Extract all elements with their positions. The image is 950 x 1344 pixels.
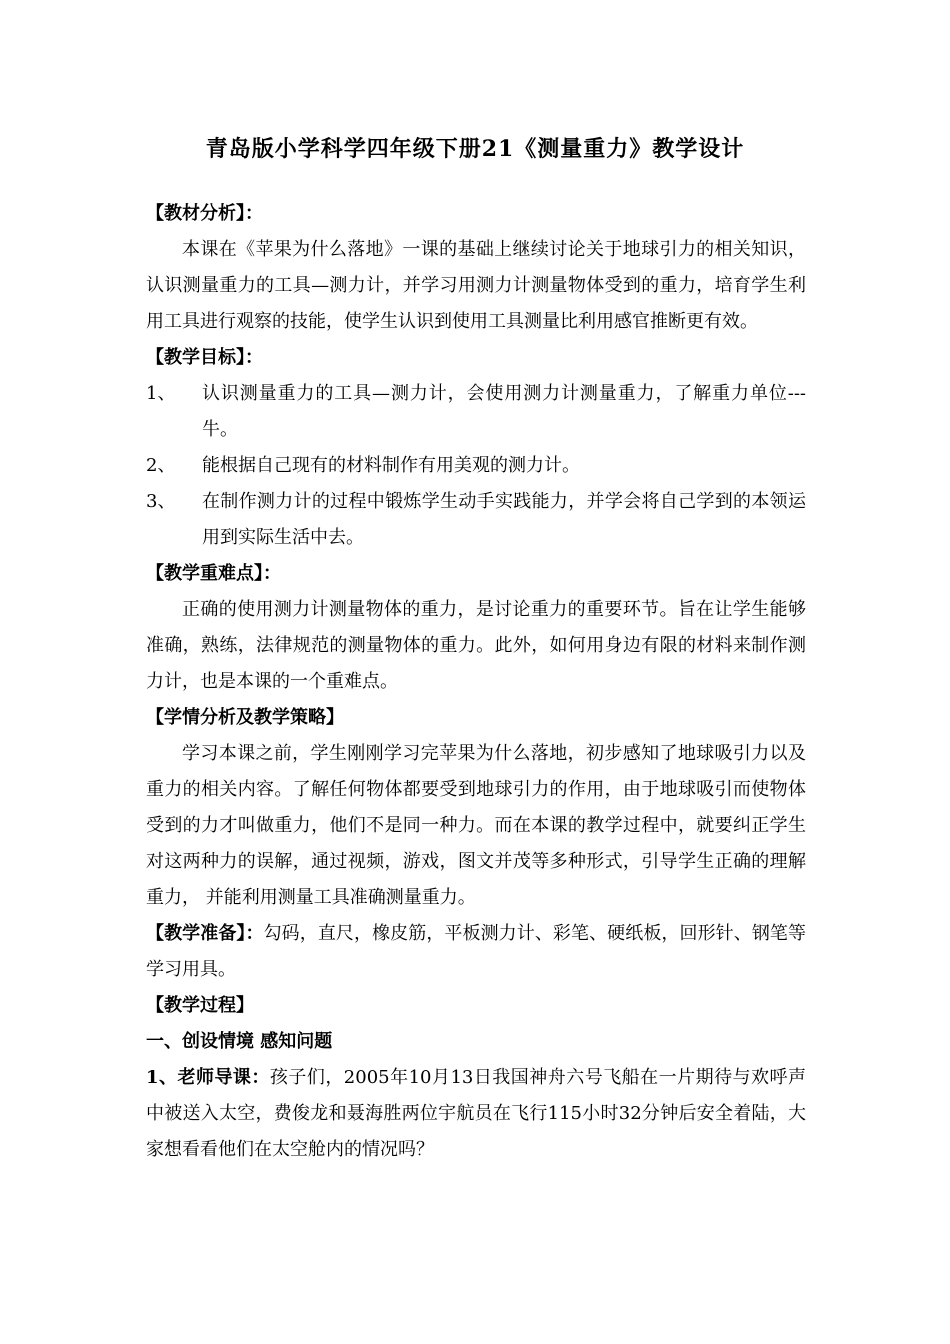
goal-number: 1、: [146, 383, 176, 404]
material-heading: 【教材分析】：: [146, 203, 263, 224]
goal-item: [146, 484, 806, 556]
step1-paragraph: [146, 1060, 806, 1168]
prep-heading: 【教学准备】：: [146, 923, 264, 944]
prep-text: 勾码，直尺，橡皮筋，平板测力计、彩笔、硬纸板，回形针、钢笔等学习用具。: [146, 923, 807, 980]
goal-text: 能根据自己现有的材料制作有用美观的测力计。: [202, 455, 580, 476]
analysis-heading: 【学情分析及教学策略】: [146, 707, 344, 728]
prep-paragraph: [146, 916, 806, 988]
material-paragraph: 本课在《苹果为什么落地》一课的基础上继续讨论关于地球引力的相关知识，认识测量重力的工具—测力计，并学习用测力计测量物体受到的重力，培育学生利用工具进行观察的技能，使学生认识到使用工具测量比利用感官推断更有效。: [146, 239, 806, 332]
goal-item: [146, 376, 806, 448]
key-points-heading: 【教学重难点】：: [146, 563, 281, 584]
goal-text: 认识测量重力的工具—测力计，会使用测力计测量重力，了解重力单位---牛。: [202, 383, 806, 440]
step1-heading: 一、创设情境 感知问题: [146, 1031, 333, 1052]
document-body: [146, 196, 806, 1168]
document-title: 青岛版小学科学四年级下册21《测量重力》教学设计: [205, 136, 745, 162]
step1-text: 孩子们，2005年10月13日我国神舟六号飞船在一片期待与欢呼声中被送入太空，费俊龙和聂海胜两位宇航员在飞行115小时32分钟后安全着陆，大家想看看他们在太空舱内的情况吗？: [146, 1067, 806, 1160]
step1-label: 1、老师导课：: [146, 1067, 270, 1088]
goal-item: [146, 448, 806, 484]
analysis-paragraph: 学习本课之前，学生刚刚学习完苹果为什么落地，初步感知了地球吸引力以及重力的相关内容。了解任何物体都要受到地球引力的作用，由于地球吸引而使物体受到的力才叫做重力，他们不是同一种力。而在本课的教学过程中，就要纠正学生对这两种力的误解，通过视频，游戏，图文并茂等多种形式，引导学生正确的理解重力， 并能利用测量工具准确测量重力。: [146, 743, 806, 908]
key-points-paragraph: 正确的使用测力计测量物体的重力，是讨论重力的重要环节。旨在让学生能够准确，熟练，法律规范的测量物体的重力。此外，如何用身边有限的材料来制作测力计，也是本课的一个重难点。: [146, 599, 806, 692]
goal-number: 2、: [146, 455, 176, 476]
goal-text: 在制作测力计的过程中锻炼学生动手实践能力，并学会将自己学到的本领运用到实际生活中去。: [202, 491, 806, 548]
goal-number: 3、: [146, 491, 176, 512]
process-heading: 【教学过程】: [146, 995, 254, 1016]
goals-heading: 【教学目标】：: [146, 347, 263, 368]
